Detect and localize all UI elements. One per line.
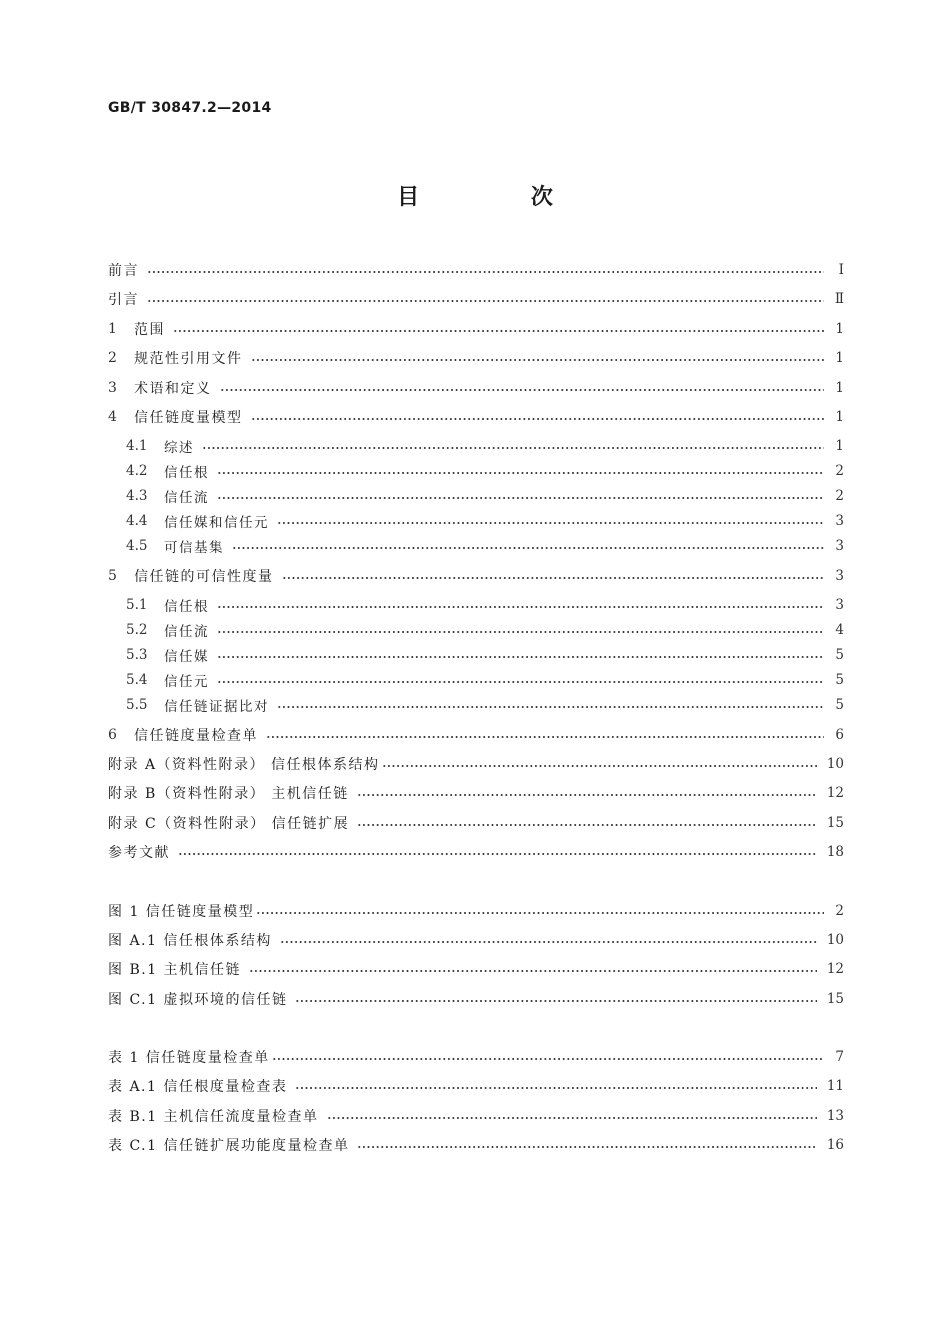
toc-entry-annex-c[interactable] xyxy=(108,812,844,834)
toc-entry-page: 5 xyxy=(835,697,844,713)
toc-entry-label: 附录 C（资料性附录） 信任链扩展 xyxy=(108,816,350,832)
toc-entry-page: 1 xyxy=(835,380,844,396)
toc-figure-entry[interactable] xyxy=(108,958,844,980)
dot-leader xyxy=(217,631,824,633)
toc-entry-page: 12 xyxy=(826,785,844,801)
dot-leader xyxy=(217,656,824,658)
toc-entry-number: 4.5 xyxy=(126,538,148,554)
toc-subentry[interactable] xyxy=(108,619,844,641)
toc-entry-label: 范围 xyxy=(134,322,165,338)
toc-entry-page: 11 xyxy=(826,1078,844,1094)
dot-leader xyxy=(232,547,824,549)
dot-leader xyxy=(249,970,817,972)
toc-entry-number: 6 xyxy=(108,727,117,743)
toc-entry-page: 1 xyxy=(835,350,844,366)
toc-subentry[interactable] xyxy=(108,669,844,691)
toc-entry-page: 2 xyxy=(835,903,844,919)
toc-entry-label: 表 B.1 主机信任流度量检查单 xyxy=(108,1109,319,1125)
dot-leader xyxy=(272,1058,824,1060)
toc-entry[interactable] xyxy=(108,406,844,428)
dot-leader xyxy=(220,389,825,391)
toc-entry-label: 信任链证据比对 xyxy=(164,699,269,715)
toc-entry-bibliography[interactable] xyxy=(108,841,844,863)
toc-entry-label: 附录 A（资料性附录） 信任根体系结构 xyxy=(108,757,380,773)
toc-entry-label: 信任链度量检查单 xyxy=(134,728,258,744)
toc-entry-page: 10 xyxy=(826,932,844,948)
toc-entry[interactable] xyxy=(108,565,844,587)
toc-entry-label: 图 B.1 主机信任链 xyxy=(108,962,242,978)
toc-entry-number: 4.3 xyxy=(126,488,148,504)
toc-entry-number: 5.5 xyxy=(126,697,148,713)
dot-leader xyxy=(256,912,824,914)
toc-entry-label: 信任元 xyxy=(164,674,209,690)
dot-leader xyxy=(295,1087,816,1089)
toc-entry-page: 12 xyxy=(826,961,844,977)
page-title: 目 次 xyxy=(397,185,605,210)
toc-entry-label: 参考文献 xyxy=(108,845,170,861)
toc-entry-page: 2 xyxy=(835,488,844,504)
toc-entry-label: 信任根 xyxy=(164,599,209,615)
toc-entry-number: 3 xyxy=(108,380,117,396)
toc-entry-page: 4 xyxy=(835,622,844,638)
toc-figure-entry[interactable] xyxy=(108,900,844,922)
dot-leader xyxy=(277,522,824,524)
toc-subentry[interactable] xyxy=(108,594,844,616)
toc-entry-label: 可信基集 xyxy=(164,540,224,556)
dot-leader xyxy=(217,681,824,683)
toc-entry-label: 规范性引用文件 xyxy=(134,351,243,367)
dot-leader xyxy=(282,577,825,579)
dot-leader xyxy=(217,472,824,474)
toc-entry-page: 3 xyxy=(835,597,844,613)
toc-entry-number: 5.4 xyxy=(126,672,148,688)
toc-entry-page: 1 xyxy=(835,438,844,454)
toc-entry-label: 前言 xyxy=(108,263,139,279)
toc-entry-number: 5.2 xyxy=(126,622,148,638)
toc-entry-label: 信任流 xyxy=(164,624,209,640)
toc-entry-label: 信任流 xyxy=(164,490,209,506)
toc-entry-page: 3 xyxy=(835,538,844,554)
dot-leader xyxy=(173,330,824,332)
dot-leader xyxy=(357,824,817,826)
toc-entry-label: 表 A.1 信任根度量检查表 xyxy=(108,1079,288,1095)
dot-leader xyxy=(327,1117,817,1119)
toc-entry-label: 信任媒 xyxy=(164,649,209,665)
toc-entry-page: 16 xyxy=(826,1137,844,1153)
toc-entry[interactable] xyxy=(108,288,844,310)
toc-entry-number: 5.1 xyxy=(126,597,148,613)
toc-entry[interactable] xyxy=(108,724,844,746)
toc-subentry[interactable] xyxy=(108,510,844,532)
toc-entry[interactable] xyxy=(108,259,844,281)
dot-leader xyxy=(147,300,824,302)
toc-entry-page: 3 xyxy=(835,568,844,584)
dot-leader xyxy=(178,853,817,855)
dot-leader xyxy=(147,271,824,273)
dot-leader xyxy=(251,418,825,420)
dot-leader xyxy=(251,359,825,361)
toc-entry-page: 10 xyxy=(826,756,844,772)
toc-table-entry[interactable] xyxy=(108,1134,844,1156)
dot-leader xyxy=(295,1000,816,1002)
toc-entry-page: 5 xyxy=(835,647,844,663)
toc-entry[interactable] xyxy=(108,318,844,340)
toc-entry-page: 3 xyxy=(835,513,844,529)
toc-subentry[interactable] xyxy=(108,435,844,457)
toc-entry-page: Ⅰ xyxy=(838,262,844,278)
toc-entry-label: 图 1 信任链度量模型 xyxy=(108,904,255,920)
toc-entry-number: 1 xyxy=(108,321,117,337)
toc-table-entry[interactable] xyxy=(108,1105,844,1127)
toc-subentry[interactable] xyxy=(108,644,844,666)
toc-entry-label: 信任链的可信性度量 xyxy=(134,569,274,585)
toc-subentry[interactable] xyxy=(108,460,844,482)
toc-entry-page: 15 xyxy=(826,991,844,1007)
toc-figure-entry[interactable] xyxy=(108,988,844,1010)
toc-entry-annex-b[interactable] xyxy=(108,782,844,804)
toc-entry-label: 综述 xyxy=(164,440,194,456)
toc-entry[interactable] xyxy=(108,347,844,369)
toc-entry-label: 引言 xyxy=(108,292,139,308)
toc-entry-page: 2 xyxy=(835,463,844,479)
toc-entry-label: 表 C.1 信任链扩展功能度量检查单 xyxy=(108,1138,350,1154)
toc-entry-page: 18 xyxy=(826,844,844,860)
dot-leader xyxy=(357,1146,816,1148)
dot-leader xyxy=(357,794,817,796)
toc-entry-page: 1 xyxy=(835,321,844,337)
toc-entry-annex-a[interactable] xyxy=(108,753,844,775)
toc-table-entry[interactable] xyxy=(108,1075,844,1097)
toc-entry-page: 6 xyxy=(835,727,844,743)
standard-code: GB/T 30847.2—2014 xyxy=(108,100,272,116)
toc-entry-number: 5 xyxy=(108,568,117,584)
toc-entry-label: 附录 B（资料性附录） 主机信任链 xyxy=(108,786,349,802)
toc-entry-page: 15 xyxy=(826,815,844,831)
dot-leader xyxy=(280,941,817,943)
toc-entry-label: 信任根 xyxy=(164,465,209,481)
toc-entry-number: 5.3 xyxy=(126,647,148,663)
toc-subentry[interactable] xyxy=(108,535,844,557)
toc-entry-label: 信任媒和信任元 xyxy=(164,515,269,531)
dot-leader xyxy=(217,497,824,499)
toc-entry-label: 图 A.1 信任根体系结构 xyxy=(108,933,272,949)
toc-entry-page: 1 xyxy=(835,409,844,425)
toc-entry-number: 4.1 xyxy=(126,438,148,454)
toc-entry-label: 术语和定义 xyxy=(134,381,212,397)
toc-entry-number: 4 xyxy=(108,409,117,425)
toc-entry-page: 7 xyxy=(835,1049,844,1065)
toc-entry-page: 13 xyxy=(826,1108,844,1124)
toc-figure-entry[interactable] xyxy=(108,929,844,951)
toc-entry[interactable] xyxy=(108,377,844,399)
dot-leader xyxy=(202,447,824,449)
toc-entry-number: 4.4 xyxy=(126,513,148,529)
toc-table-entry[interactable] xyxy=(108,1046,844,1068)
dot-leader xyxy=(382,765,817,767)
toc-entry-label: 信任链度量模型 xyxy=(134,410,243,426)
toc-entry-label: 图 C.1 虚拟环境的信任链 xyxy=(108,992,288,1008)
dot-leader xyxy=(217,606,824,608)
toc-entry-page: 5 xyxy=(835,672,844,688)
toc-entry-page: Ⅱ xyxy=(834,291,844,307)
toc-subentry[interactable] xyxy=(108,485,844,507)
dot-leader xyxy=(266,736,824,738)
toc-entry-number: 2 xyxy=(108,350,117,366)
toc-entry-number: 4.2 xyxy=(126,463,148,479)
dot-leader xyxy=(277,706,824,708)
toc-subentry[interactable] xyxy=(108,694,844,716)
toc-entry-label: 表 1 信任链度量检查单 xyxy=(108,1050,270,1066)
